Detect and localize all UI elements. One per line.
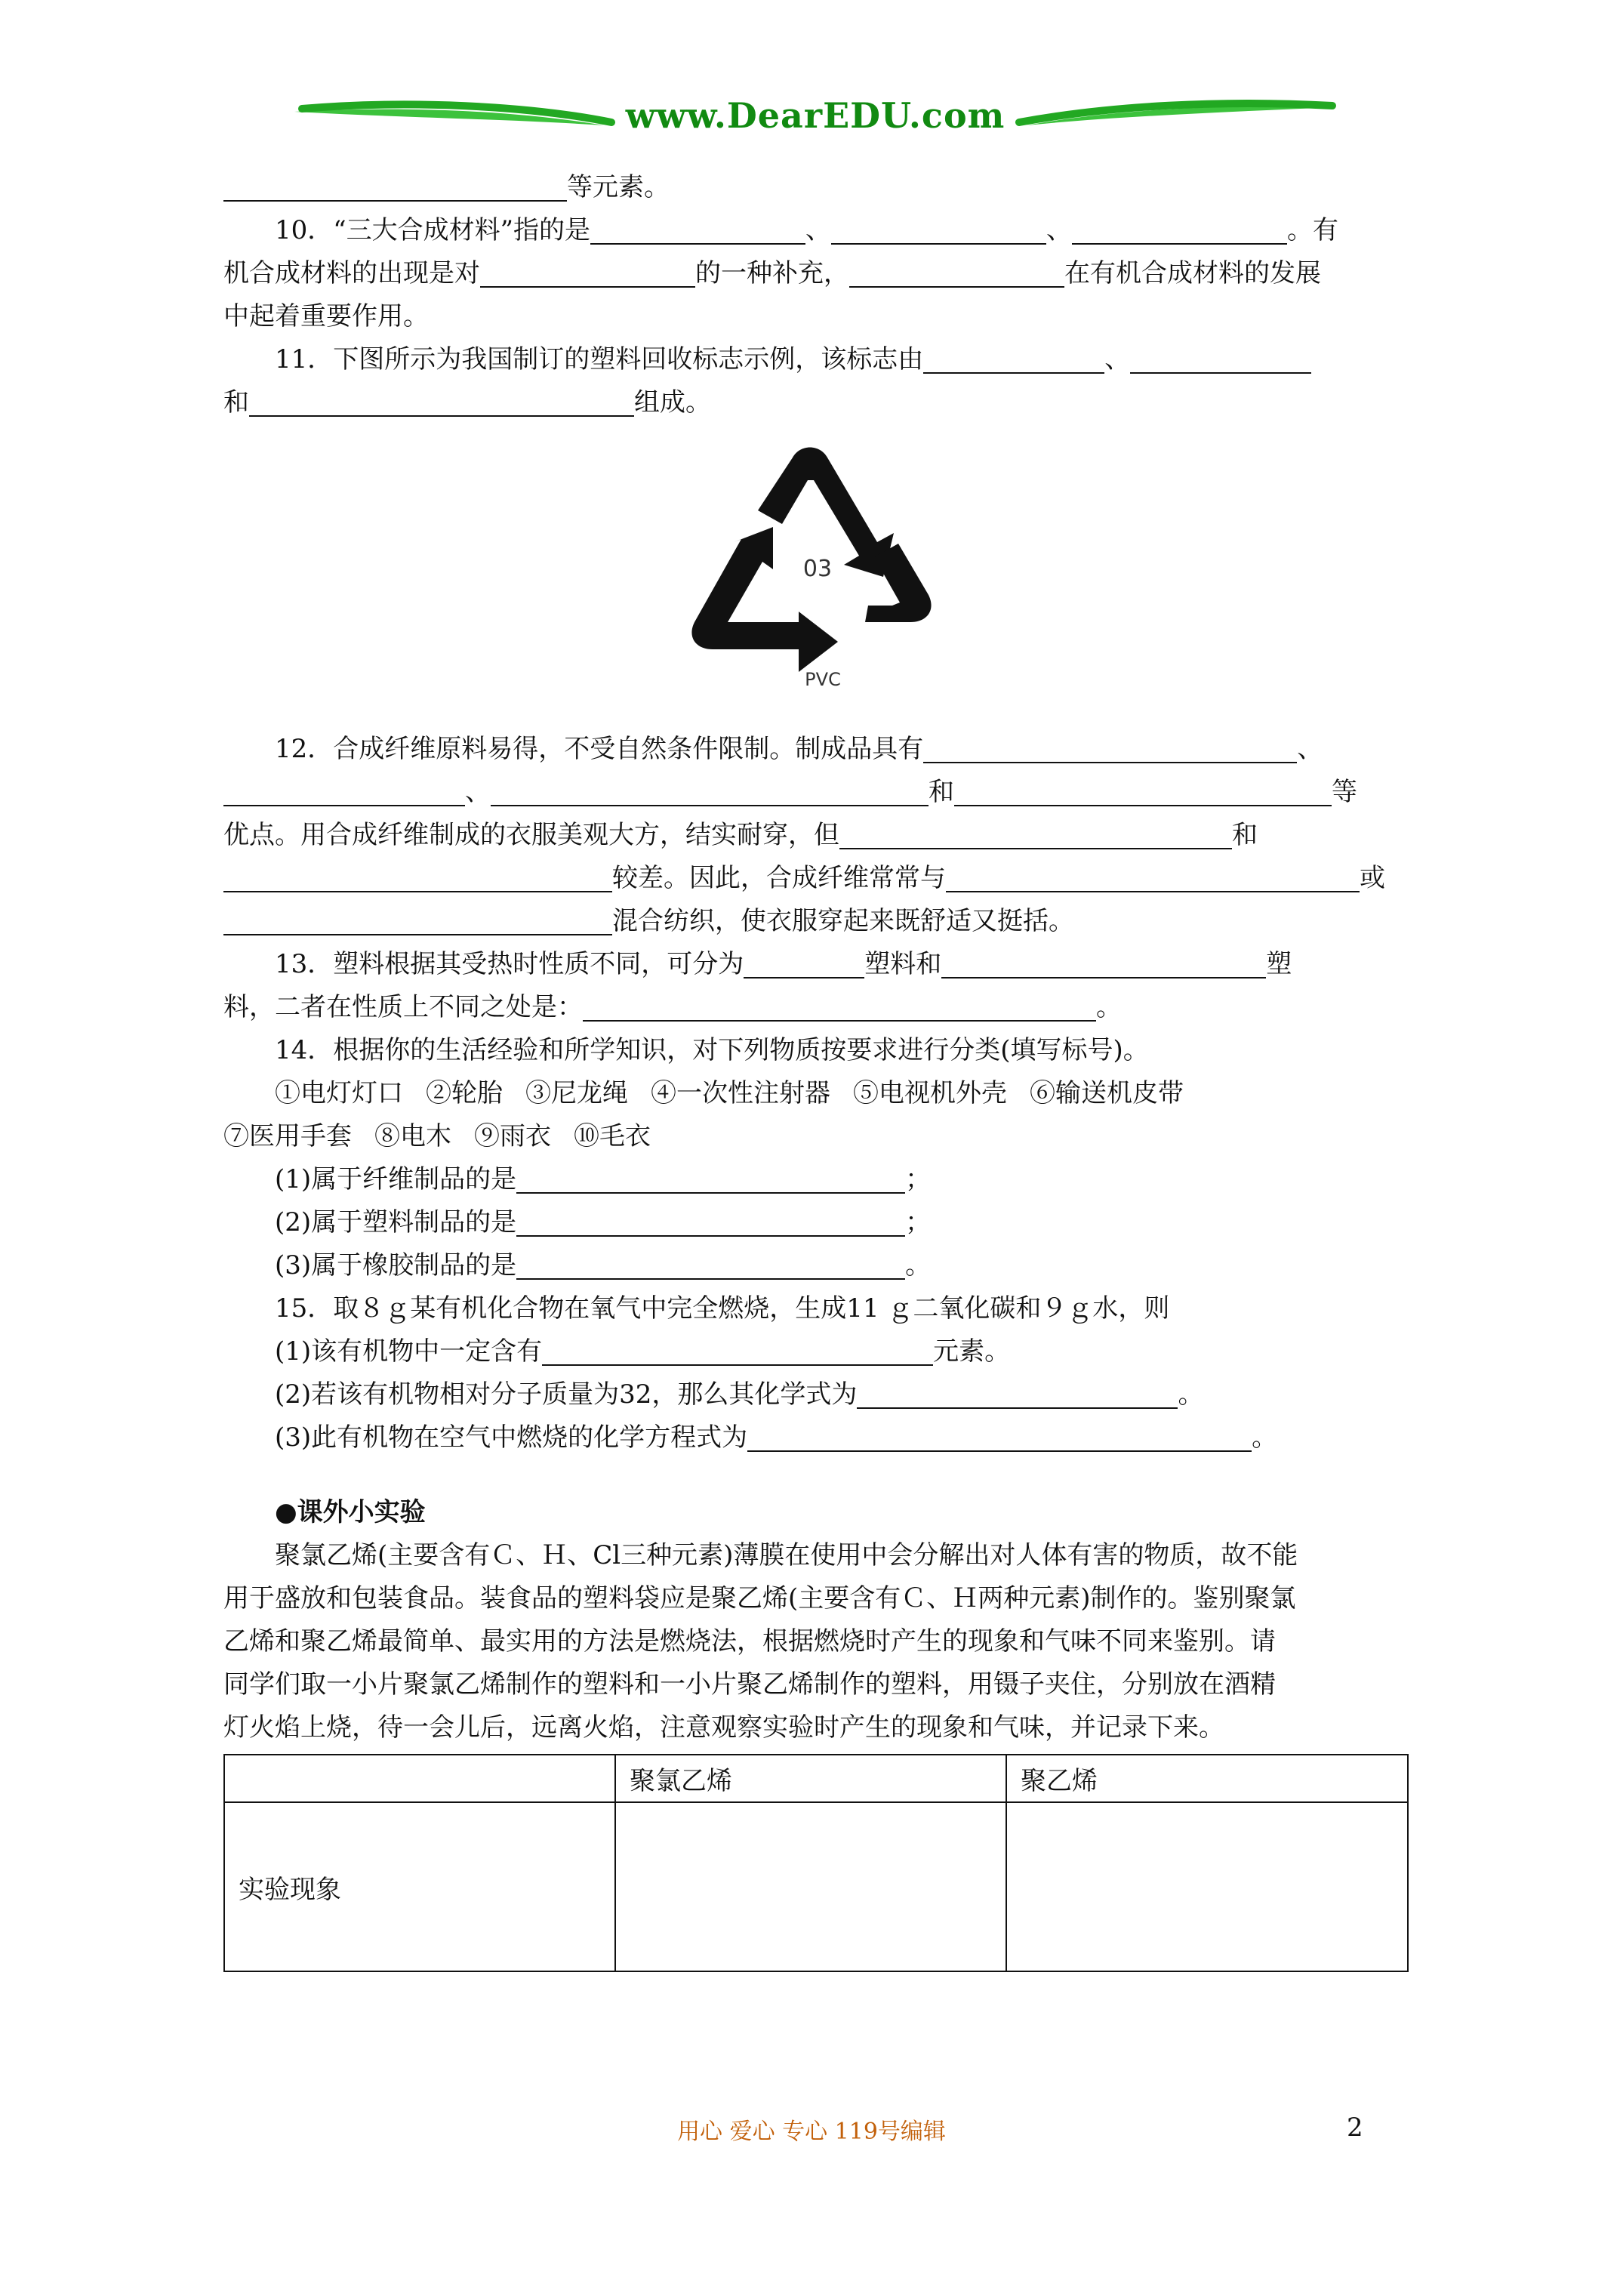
q14-items-row-1: ①电灯灯口 ②轮胎 ③尼龙绳 ④一次性注射器 ⑤电视机外壳 ⑥输送机皮带 [275, 1078, 1184, 1108]
table-cell-pvc-observation[interactable] [615, 1802, 1006, 1971]
document-body-2: 12．合成纤维原料易得，不受自然条件限制。制成品具有 、 、 和 等 优点。用合成纤维制成的衣服美观大方，结实耐穿，但 和 较差。因此，合成纤维常常与 或 混合纺织，使衣服穿起来既舒适又挺括。 13．塑料根据其受热时性质不同，可分为 塑料和 塑 料，二者在性质上不同之处是： 。 14．根据你的生活经验和所学知识，对下列物质按要求进行分类(填写标号)。 ①电灯灯口 ②轮胎 ③尼龙绳 ④一次性注射器 ⑤电视机外壳 ⑥输送机皮带 ⑦医用手套 ⑧电木 ⑨雨衣 ⑩毛衣 (1)属于纤维制品的是 ； (2)属于塑料制品的是 ； (3)属于橡胶制品的是 。 15．取８ｇ某有机化合物在氧气中完全燃烧，生成11 ｇ二氧化碳和９ｇ水，则 (1)该有机物中一定含有 元素。 (2)若该有机物相对分子质量为32，那么其化学式为 。 (3)此有机物在空气中燃烧的化学方程式为 。 ●课外小实验 聚氯乙烯(主要含有Ｃ、Ｈ、Cl三种元素)薄膜在使用中会分解出对人体有害的物质，故不能 用于盛放和包装食品。装食品的塑料袋应是聚乙烯(主要含有Ｃ、Ｈ两种元素)制作的。鉴别聚氯 乙烯和聚乙烯最简单、最实用的方法是燃烧法，根据燃烧时产生的现象和气味不同来鉴别。请 同学们取一小片聚氯乙烯制作的塑料和一小片聚乙烯制作的塑料，用镊子夹住，分别放在酒精 灯火焰上烧，待一会儿后，远离火焰，注意观察实验时产生的现象和气味，并记录下来。 [223, 728, 1409, 1749]
experiment-para-line: 聚氯乙烯(主要含有Ｃ、Ｈ、Cl三种元素)薄膜在使用中会分解出对人体有害的物质，故不能 [275, 1540, 1298, 1570]
experiment-para-line: 用于盛放和包装食品。装食品的塑料袋应是聚乙烯(主要含有Ｃ、Ｈ两种元素)制作的。鉴别聚氯 [223, 1583, 1296, 1613]
table-cell-pe-observation[interactable] [1006, 1802, 1408, 1971]
table-header-empty [224, 1755, 615, 1802]
question-15: 15．取８ｇ某有机化合物在氧气中完全燃烧，生成11 ｇ二氧化碳和９ｇ水，则 [275, 1293, 1170, 1324]
experiment-para-line: 乙烯和聚乙烯最简单、最实用的方法是燃烧法，根据燃烧时产生的现象和气味不同来鉴别。请 [223, 1626, 1276, 1657]
resin-code-label: 03 [802, 556, 833, 582]
q14-items-row-2: ⑦医用手套 ⑧电木 ⑨雨衣 ⑩毛衣 [223, 1121, 651, 1151]
recycling-triangle-icon [679, 444, 944, 689]
pvc-recycling-logo [679, 444, 944, 689]
table-row-label: 实验现象 [224, 1802, 615, 1971]
page-footer: 用心 爱心 专心 119号编辑 [677, 2119, 946, 2145]
table-header-pe: 聚乙烯 [1006, 1755, 1408, 1802]
question-13: 13．塑料根据其受热时性质不同，可分为 塑料和 塑 [223, 943, 1409, 986]
page-number: 2 [1347, 2113, 1363, 2143]
site-url: www.DearEDU.com [625, 95, 1006, 136]
experiment-record-table [223, 1754, 1409, 1972]
resin-name-label: PVC [805, 669, 841, 689]
q9-tail-line: 等元素。 [223, 166, 1409, 209]
section-title-experiment: ●课外小实验 [275, 1497, 426, 1527]
experiment-para-line: 同学们取一小片聚氯乙烯制作的塑料和一小片聚乙烯制作的塑料，用镊子夹住，分别放在酒精 [223, 1669, 1276, 1700]
site-header-banner [287, 89, 1344, 157]
question-12: 12．合成纤维原料易得，不受自然条件限制。制成品具有 、 [223, 728, 1409, 771]
question-14: 14．根据你的生活经验和所学知识，对下列物质按要求进行分类(填写标号)。 [275, 1035, 1149, 1065]
question-11: 11．下图所示为我国制订的塑料回收标志示例，该标志由 、 [223, 338, 1409, 381]
table-header-pvc: 聚氯乙烯 [615, 1755, 1006, 1802]
document-body: 等元素。 10．“三大合成材料”指的是 、 、 。有 机合成材料的出现是对 的一种补充， 在有机合成材料的发展 中起着重要作用。 11．下图所示为我国制订的塑料回收标志示例，该标志由 、 和 组成。 [223, 166, 1409, 424]
experiment-para-line: 灯火焰上烧，待一会儿后，远离火焰，注意观察实验时产生的现象和气味，并记录下来。 [223, 1712, 1224, 1743]
question-10: 10．“三大合成材料”指的是 、 、 。有 [223, 209, 1409, 252]
